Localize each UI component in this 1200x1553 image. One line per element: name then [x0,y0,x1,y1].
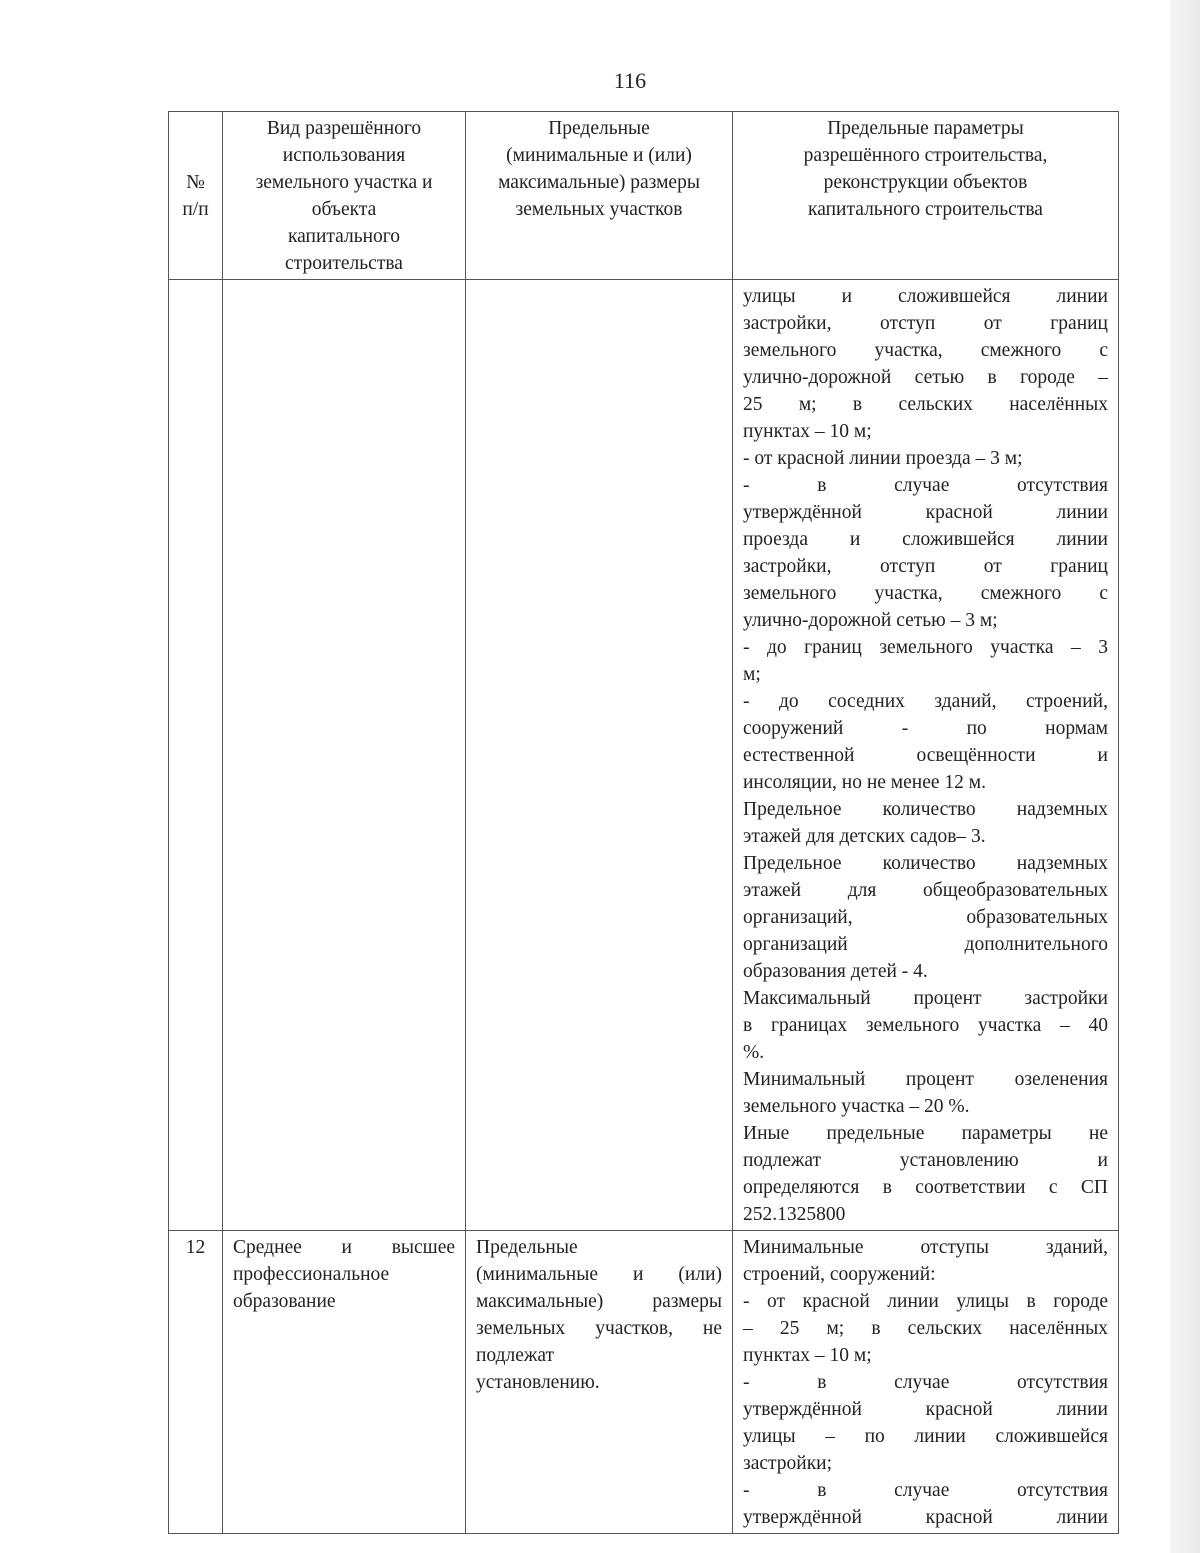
table-header-row [169,112,1119,280]
text-line: подлежат установлению и [743,1150,1108,1171]
text-line: утверждённой красной линии [743,1507,1108,1528]
page-number: 116 [613,68,647,93]
text-line: улицы – по линии сложившейся [743,1426,1108,1447]
text-line: строений, сооружений: [743,1264,936,1285]
cell-construction-parameters [733,280,1119,1231]
text-line: - в случае отсутствия [743,475,1108,496]
text-line: Предельное количество надземных [743,853,1108,874]
plot-sizes-text [476,1234,722,1396]
text-line: застройки; [743,1453,833,1474]
text-line: этажей для детских садов– 3. [743,826,986,847]
text-line: в границах земельного участка – 40 [743,1015,1108,1036]
text-line: Предельные [476,1237,578,1258]
text-line: сооружений - по нормам [743,718,1108,739]
text-line: определяются в соответствии с СП [743,1177,1108,1198]
text-line: - в случае отсутствия [743,1372,1108,1393]
table-row-12 [169,1231,1119,1534]
cell-permitted-use-empty [223,280,466,1231]
text-line: земельного участка – 20 %. [743,1096,970,1117]
text-line: - от красной линии проезда – 3 м; [743,448,1023,469]
text-line: застройки, отступ от границ [743,556,1108,577]
text-line: земельных участков, не [476,1318,722,1339]
text-line: проезда и сложившейся линии [743,529,1108,550]
text-line: образование [233,1291,336,1312]
text-line: подлежат [476,1345,555,1366]
cell-construction-parameters-12 [733,1231,1119,1534]
cell-permitted-use [223,1231,466,1534]
text-line: утверждённой красной линии [743,1399,1108,1420]
text-line: застройки, отступ от границ [743,313,1108,334]
text-line: организаций, образовательных [743,907,1108,928]
header-number: № п/п [169,112,223,280]
text-line: Минимальные отступы зданий, [743,1237,1108,1258]
text-line: установлению. [476,1372,600,1393]
table-row-continuation [169,280,1119,1231]
text-line: – 25 м; в сельских населённых [743,1318,1108,1339]
text-line: (минимальные и (или) [476,1264,722,1285]
text-line: - до границ земельного участка – 3 [743,637,1108,658]
text-line: Предельное количество надземных [743,799,1108,820]
header-permitted-use: Вид разрешённого использования земельного участка и объекта капитального строительства [223,112,466,280]
text-line: Иные предельные параметры не [743,1123,1108,1144]
text-line: этажей для общеобразовательных [743,880,1108,901]
header-construction-parameters: Предельные параметры разрешённого строительства, реконструкции объектов капитального строительства [733,112,1119,280]
text-line: - от красной линии улицы в городе [743,1291,1108,1312]
text-line: профессиональное [233,1264,390,1285]
text-line: пунктах – 10 м; [743,421,872,442]
header-plot-sizes: Предельные (минимальные и (или) максимальные) размеры земельных участков [466,112,733,280]
text-line: Среднее и высшее [233,1237,455,1258]
scan-edge [1170,0,1200,1553]
text-line: - до соседних зданий, строений, [743,691,1108,712]
text-line: земельного участка, смежного с [743,583,1108,604]
cell-row-number: 12 [169,1231,223,1534]
text-line: образования детей - 4. [743,961,928,982]
parameters-text [743,283,1108,1228]
text-line: - в случае отсутствия [743,1480,1108,1501]
permitted-use-text [233,1234,455,1315]
regulations-table [168,111,1119,1534]
cell-number-empty [169,280,223,1231]
text-line: инсоляции, но не менее 12 м. [743,772,987,793]
text-line: 25 м; в сельских населённых [743,394,1108,415]
text-line: организаций дополнительного [743,934,1108,955]
text-line: естественной освещённости и [743,745,1108,766]
text-line: улично-дорожной сетью – 3 м; [743,610,998,631]
text-line: земельного участка, смежного с [743,340,1108,361]
text-line: %. [743,1042,765,1063]
text-line: Максимальный процент застройки [743,988,1108,1009]
cell-plot-sizes [466,1231,733,1534]
cell-plot-sizes-empty [466,280,733,1231]
text-line: Минимальный процент озеленения [743,1069,1108,1090]
text-line: м; [743,664,761,685]
text-line: утверждённой красной линии [743,502,1108,523]
text-line: 252.1325800 [743,1204,846,1225]
text-line: пунктах – 10 м; [743,1345,872,1366]
text-line: максимальные) размеры [476,1291,722,1312]
text-line: улично-дорожной сетью в городе – [743,367,1108,388]
parameters-text-12 [743,1234,1108,1531]
text-line: улицы и сложившейся линии [743,286,1108,307]
